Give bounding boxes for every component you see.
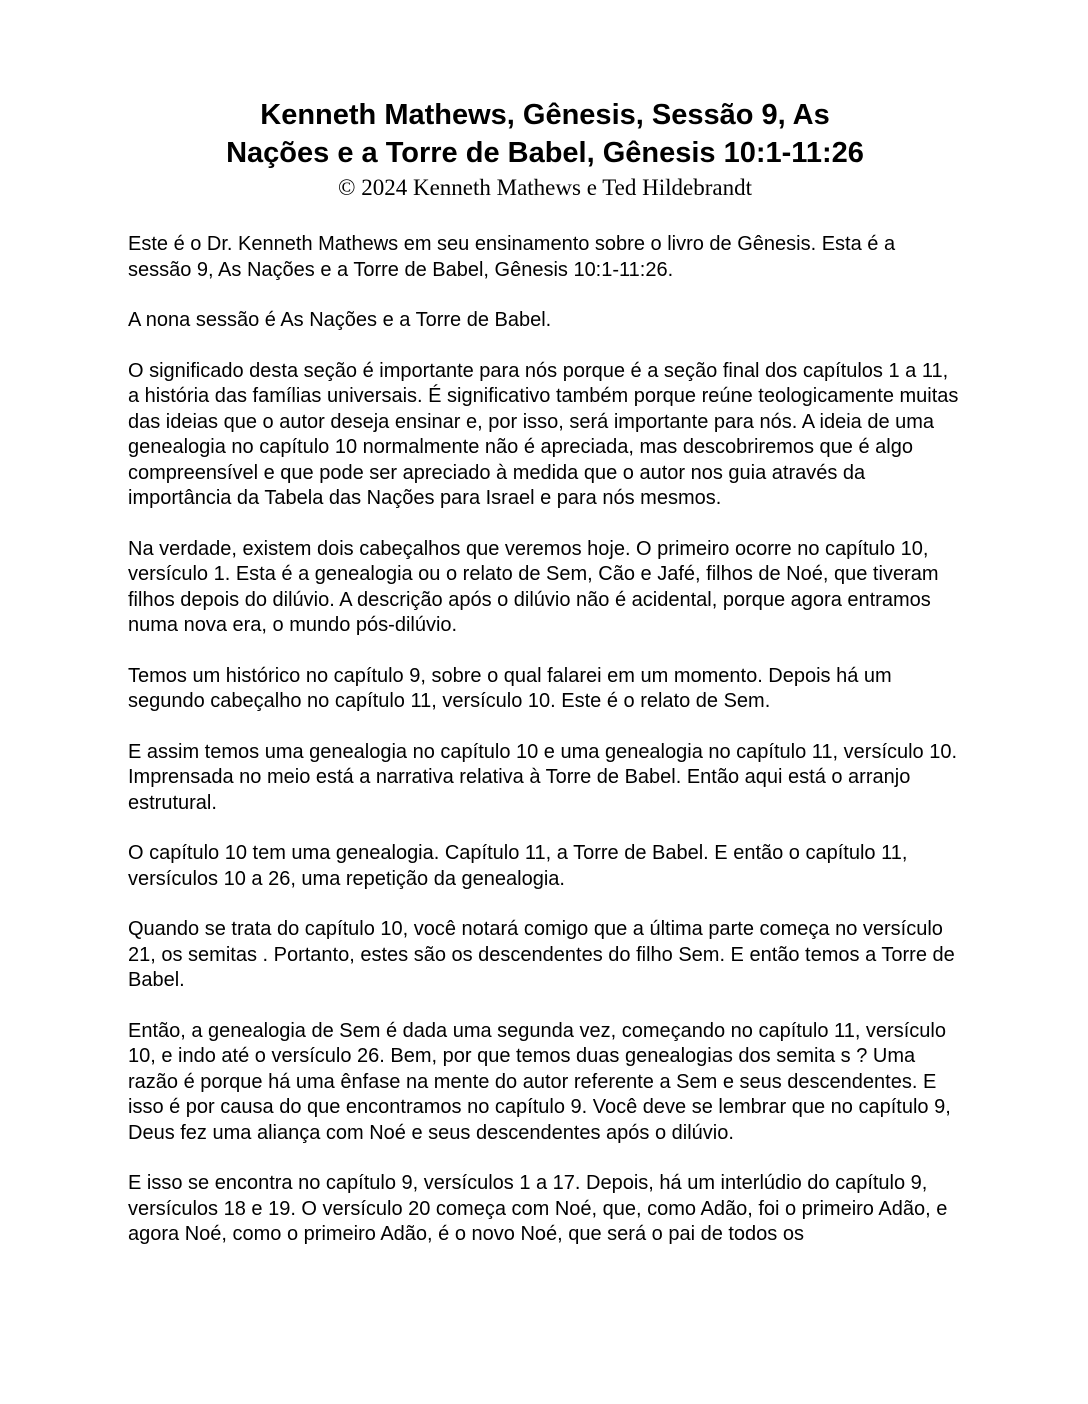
document-body [128,232,962,1248]
paragraph-historical: Temos um histórico no capítulo 9, sobre o qual falarei em um momento. Depois há um segundo cabeçalho no capítulo 11, versículo 10. Este é o relato de Sem. [128,664,892,712]
paragraph-intro: Este é o Dr. Kenneth Mathews em seu ensinamento sobre o livro de Gênesis. Esta é a sessão 9, As Nações e a Torre de Babel, Gênesis 10:1-11:26. [128,233,896,281]
paragraph-shem-genealogy: Então, a genealogia de Sem é dada uma segunda vez, começando no capítulo 11, versículo 10, e indo até o versículo 26. Bem, por que temos duas genealogias dos semita s ? Uma razão é porque há uma ênfase na mente do autor referente a Sem e seus descendentes. E isso é por causa do que encontramos no capítulo 9. Você deve se lembrar que no capítulo 9, Deus fez uma aliança com Noé e seus descendentes após o dilúvio. [128,1019,951,1144]
title-line-1: Kenneth Mathews, Gênesis, Sessão 9, As [260,99,830,131]
paragraph-chapter10: Quando se trata do capítulo 10, você notará comigo que a última parte começa no versículo 21, os semitas . Portanto, estes são os descendentes do filho Sem. E então temos a Torre de Babel. [128,918,955,991]
paragraph-headings: Na verdade, existem dois cabeçalhos que veremos hoje. O primeiro ocorre no capítulo 10, versículo 1. Esta é a genealogia ou o relato de Sem, Cão e Jafé, filhos de Noé, que tiveram filhos depois do dilúvio. A descrição após o dilúvio não é acidental, porque agora entramos numa nova era, o mundo pós-dilúvio. [128,537,939,636]
paragraph-covenant: E isso se encontra no capítulo 9, versículos 1 a 17. Depois, há um interlúdio do capítulo 9, versículos 18 e 19. O versículo 20 começa com Noé, que, como Adão, foi o primeiro Adão, e agora Noé, como o primeiro Adão, é o novo Noé, que será o pai de todos os [128,1172,948,1245]
title-line-2: Nações e a Torre de Babel, Gênesis 10:1-11:26 [226,137,864,169]
paragraph-genealogies: E assim temos uma genealogia no capítulo 10 e uma genealogia no capítulo 11, versículo 10. Imprensada no meio está a narrativa relativa à Torre de Babel. Então aqui está o arranjo estrutural. [128,740,958,814]
paragraph-session: A nona sessão é As Nações e a Torre de Babel. [128,309,552,331]
paragraph-significance: O significado desta seção é importante para nós porque é a seção final dos capítulos 1 a 11, a história das famílias universais. É significativo também porque reúne teologicamente muitas das ideias que o autor deseja ensinar e, por isso, será importante para nós. A ideia de uma genealogia no capítulo 10 normalmente não é apreciada, mas descobriremos que é algo compreensível e que pode ser apreciado à medida que o autor nos guia através da importância da Tabela das Nações para Israel e para nós mesmos. [128,359,959,509]
paragraph-structure: O capítulo 10 tem uma genealogia. Capítulo 11, a Torre de Babel. E então o capítulo 11, versículos 10 a 26, uma repetição da genealogia. [128,842,908,890]
copyright-line: © 2024 Kenneth Mathews e Ted Hildebrandt [337,175,752,200]
document-title [128,96,962,172]
